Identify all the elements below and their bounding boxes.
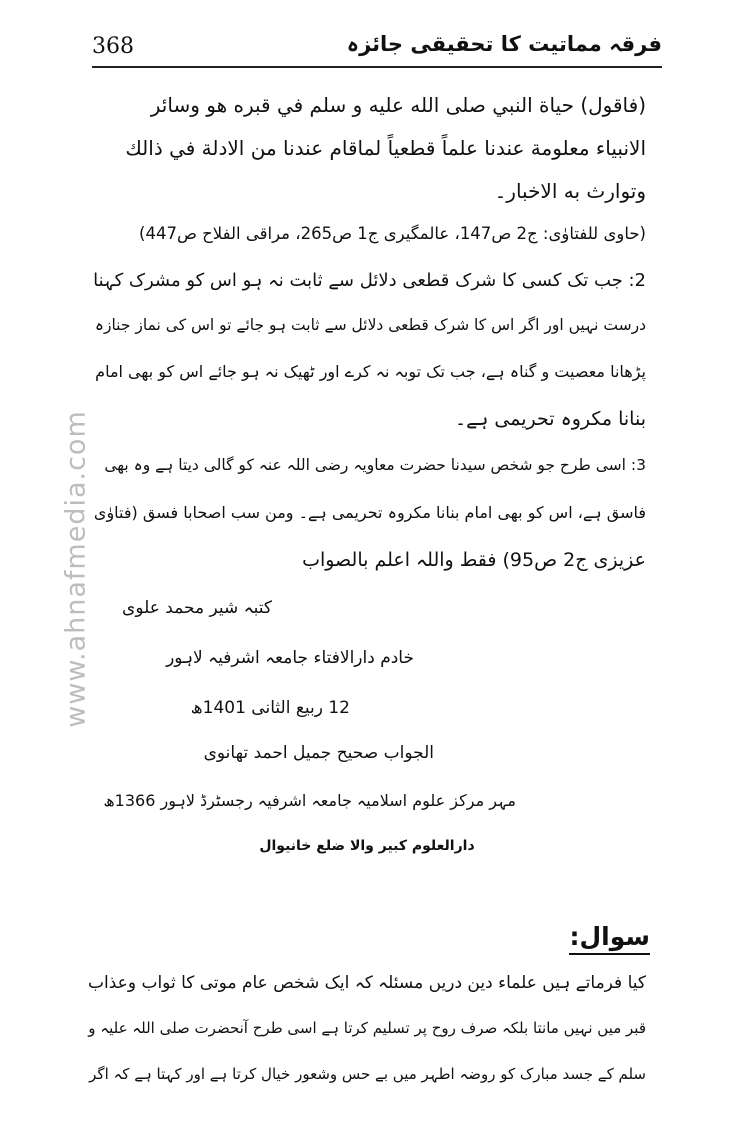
page-header	[92, 30, 662, 72]
signature-author: کتبہ شیر محمد علوی	[122, 598, 272, 618]
arabic-line: (فاقول) حياة النبي صلى الله عليه و سلم في قبره هو وسائر	[150, 93, 646, 117]
question-line: سلم کے جسد مبارک کو روضہ اطہر میں بے حس وشعور خیال کرتا ہے اور کہتا ہے کہ اگر	[89, 1065, 646, 1083]
question-line: کیا فرماتے ہیں علماء دین دریں مسئلہ کہ ایک شخص عام موتی کا ثواب وعذاب	[88, 973, 646, 993]
item-2-line: درست نہیں اور اگر اس کا شرک قطعی دلائل سے ثابت ہو جائے تو اس کی نماز جنازہ	[94, 316, 646, 334]
arabic-line: وتوارث به الاخبار۔	[494, 179, 646, 203]
item-3-line: عزیزی ج2 ص95) فقط واللہ اعلم بالصواب	[302, 549, 646, 571]
endorsement-name: الجواب صحیح جمیل احمد تھانوی	[203, 743, 434, 763]
item-3-line: 3: اسی طرح جو شخص سیدنا حضرت معاویہ رضی اللہ عنہ کو گالی دیتا ہے وہ بھی	[104, 456, 646, 474]
question-line: قبر میں نہیں مانتا بلکہ صرف روح پر تسلیم کرتا ہے اسی طرح آنحضرت صلی اللہ علیہ و	[88, 1019, 646, 1037]
section-heading: دارالعلوم کبیر والا ضلع خانیوال	[259, 838, 475, 854]
header-rule	[92, 66, 662, 68]
watermark-text: www.ahnafmedia.com	[60, 410, 92, 728]
page-number: 368	[92, 34, 134, 59]
question-label: سوال:	[569, 922, 650, 955]
item-2-line: پڑھانا معصیت و گناہ ہے، جب تک توبہ نہ کرے اور ٹھیک نہ ہو جائے اس کو بھی امام	[95, 362, 646, 381]
citation: (حاوی للفتاوٰی: ج2 ص147، عالمگیری ج1 ص265، مراقی الفلاح ص447)	[139, 224, 646, 243]
item-2-line: بنانا مکروہ تحریمی ہے۔	[454, 408, 646, 430]
item-3-line: فاسق ہے، اس کو بھی امام بنانا مکروہ تحریمی ہے۔ ومن سب اصحابا فسق (فتاوٰی	[93, 503, 646, 522]
signature-date: 12 ربیع الثانی 1401ھ	[190, 698, 350, 718]
running-title: فرقہ مماتیت کا تحقیقی جائزہ	[346, 32, 662, 56]
endorsement-seal: مہر مرکز علوم اسلامیہ جامعہ اشرفیہ رجسٹرڈ لاہور 1366ھ	[103, 791, 516, 810]
arabic-line: الانبياء معلومة عندنا علماً قطعياً لماقام عندنا من الادلة في ذالك	[125, 136, 646, 160]
item-2-line: 2: جب تک کسی کا شرک قطعی دلائل سے ثابت نہ ہو اس کو مشرک کہنا	[93, 270, 646, 291]
signature-designation: خادم دارالافتاء جامعہ اشرفیہ لاہور	[166, 648, 414, 668]
watermark	[56, 404, 96, 734]
